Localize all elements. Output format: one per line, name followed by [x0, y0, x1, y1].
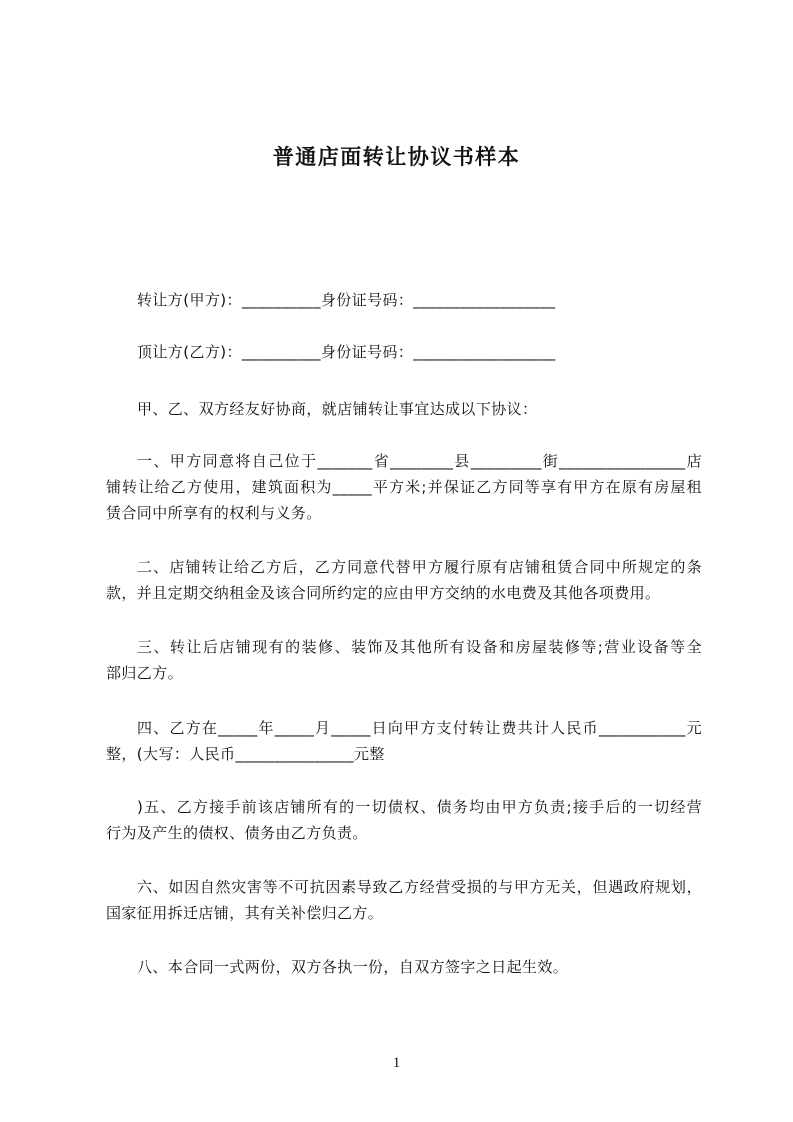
- clause-line: )五、乙方接手前该店铺所有的一切债权、债务均由甲方负责;接手后的一切经营: [137, 798, 702, 816]
- clause-4: [106, 715, 702, 767]
- page-number: 1: [392, 1055, 401, 1071]
- clause-line: 国家征用拆迁店铺，其有关补偿归乙方。: [106, 904, 384, 922]
- clause-line: 部归乙方。: [106, 664, 184, 682]
- clause-3: [106, 634, 702, 686]
- clause-line: 四、乙方在_____年_____月_____日向甲方支付转让费共计人民币___________元: [137, 719, 702, 737]
- clause-line: 六、如因自然灾害等不可抗因素导致乙方经营受损的与甲方无关，但遇政府规划，: [137, 878, 702, 896]
- clause-5: [106, 794, 702, 846]
- clause-line: 一、甲方同意将自己位于_______省________县_________街________________店: [137, 452, 702, 470]
- preamble: [106, 396, 702, 422]
- clause-8: [106, 954, 702, 980]
- preamble-text: 甲、乙、双方经友好协商，就店铺转让事宜达成以下协议：: [137, 400, 538, 418]
- party-transferee: [106, 339, 702, 365]
- document-title: 普通店面转让协议书样本: [272, 145, 521, 169]
- clause-line: 赁合同中所享有的权利与义务。: [106, 504, 322, 522]
- clause-line: 三、转让后店铺现有的装修、装饰及其他所有设备和房屋装修等;营业设备等全: [137, 638, 702, 656]
- clause-2: [106, 554, 702, 606]
- clause-line: 行为及产生的债权、债务由乙方负责。: [106, 824, 368, 842]
- party-line-transferee: 顶让方(乙方)：__________身份证号码：__________________: [137, 343, 556, 361]
- clause-6: [106, 874, 702, 926]
- clause-line: 铺转让给乙方使用，建筑面积为_____平方米;并保证乙方同等享有甲方在原有房屋租: [106, 478, 702, 496]
- clause-1: [106, 448, 702, 526]
- clause-line: 八、本合同一式两份，双方各执一份，自双方签字之日起生效。: [137, 958, 569, 976]
- clause-line: 二、店铺转让给乙方后，乙方同意代替甲方履行原有店铺租赁合同中所规定的条: [137, 558, 702, 576]
- clause-line: 整，(大写：人民币_______________元整: [106, 745, 385, 763]
- party-transferor: [106, 287, 702, 313]
- party-line-transferor: 转让方(甲方)：__________身份证号码：__________________: [137, 291, 556, 309]
- clause-line: 款，并且定期交纳租金及该合同所约定的应由甲方交纳的水电费及其他各项费用。: [106, 584, 661, 602]
